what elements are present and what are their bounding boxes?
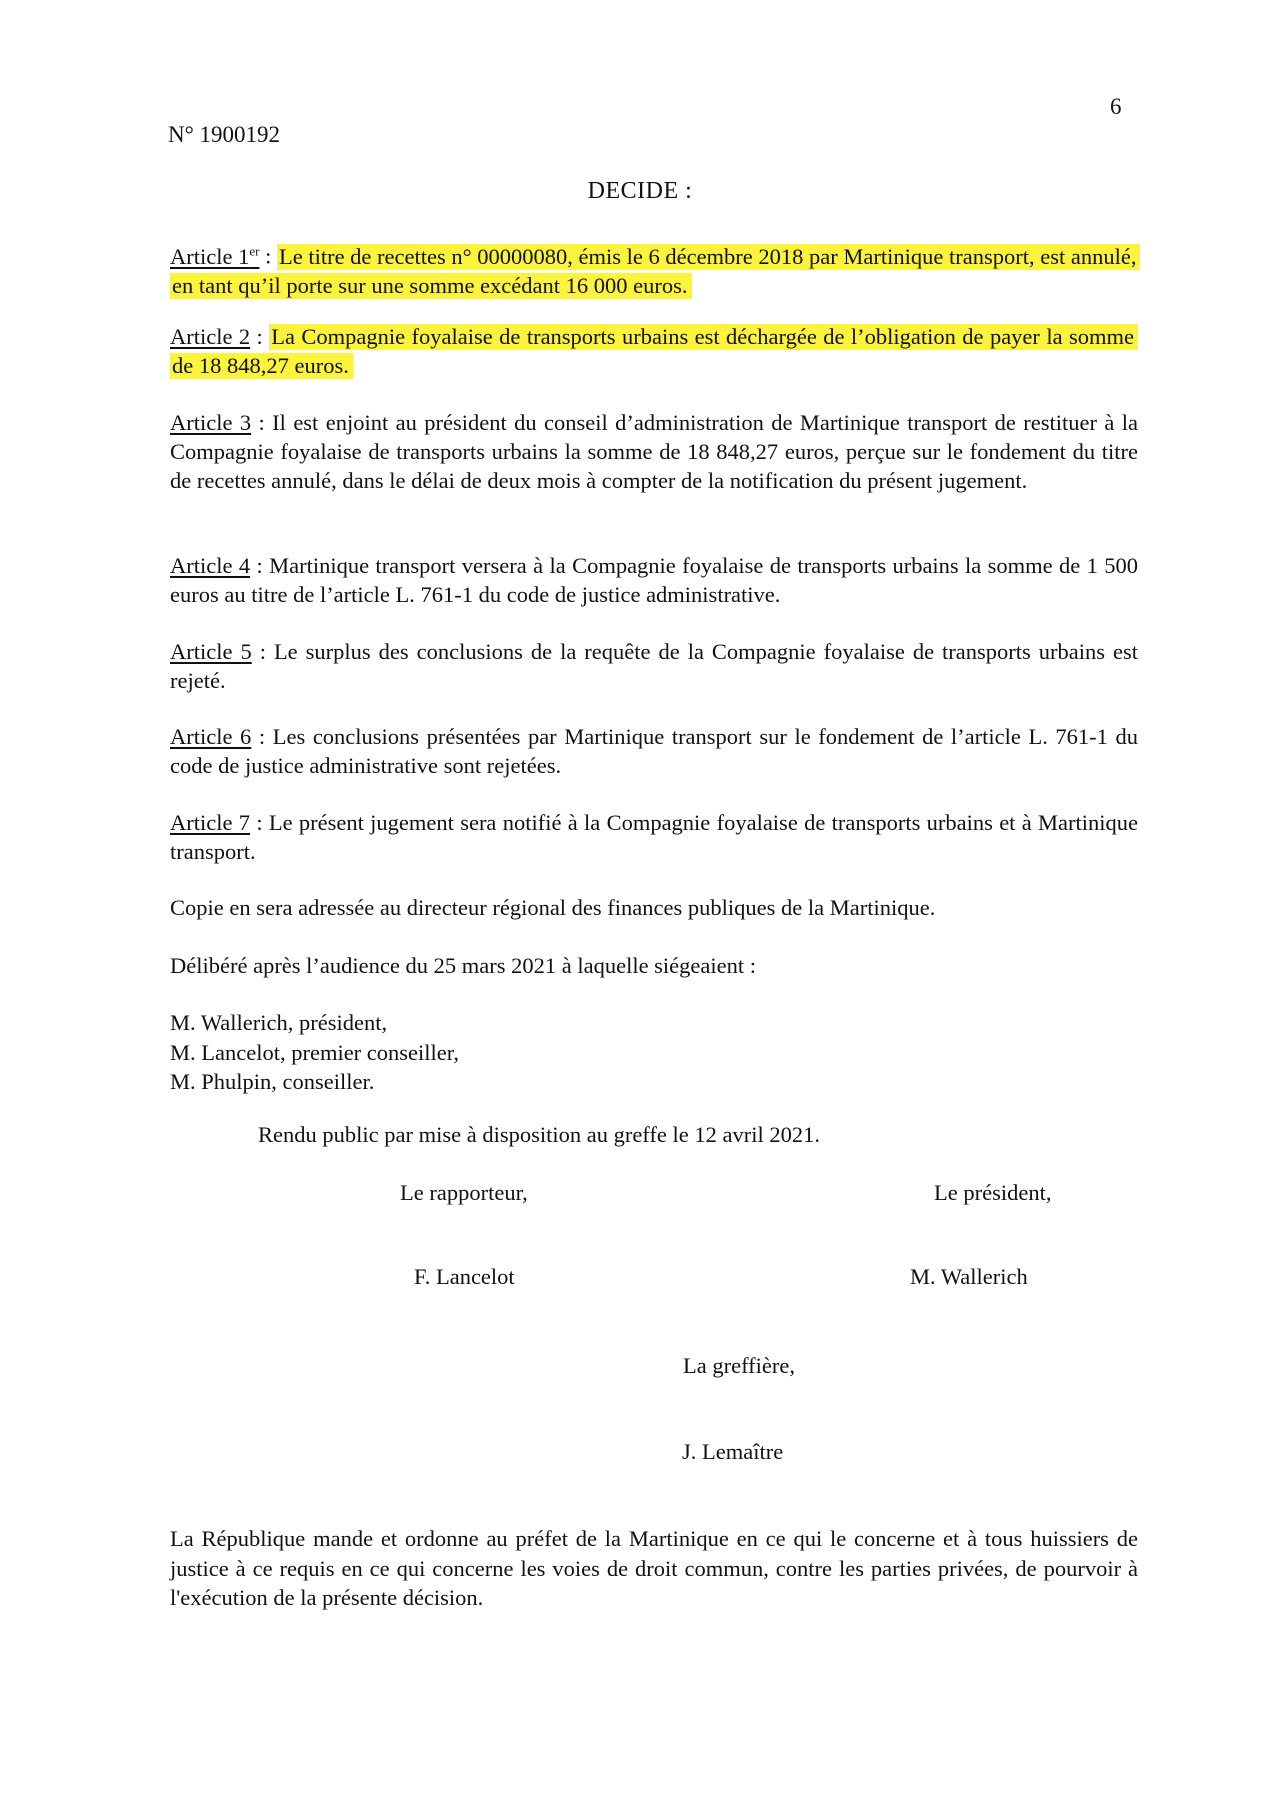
public-notice: Rendu public par mise à disposition au greffe le 12 avril 2021. <box>258 1122 820 1147</box>
article-5: Article 5 : Le surplus des conclusions de la requête de la Compagnie foyalaise de transports urbains est rejeté. <box>170 639 1138 693</box>
clerk-name: J. Lemaître <box>682 1439 784 1464</box>
article-label: Article 4 <box>170 553 251 578</box>
highlighted-text: La Compagnie foyalaise de transports urbains est déchargée de l’obligation de payer la somme de 18 848,27 euros. <box>170 324 1138 379</box>
article-text: Les conclusions présentées par Martinique transport sur le fondement de l’article L. 761-1 du code de justice administrative sont rejetées. <box>170 724 1138 778</box>
rapporteur-title: Le rapporteur, <box>400 1180 528 1205</box>
judge-line: M. Wallerich, président, <box>170 1010 388 1035</box>
judge-line: M. Lancelot, premier conseiller, <box>170 1039 459 1065</box>
article-label: Article 1er <box>170 243 260 269</box>
rapporteur-name: F. Lancelot <box>414 1264 515 1289</box>
executory-formula: La République mande et ordonne au préfet de la Martinique en ce qui le concerne et à tous huissiers de justice à ce requis en ce qui concerne les voies de droit commun, contre les parties privées, de pourvoir à l'exécution de la présente décision. <box>170 1526 1138 1610</box>
article-text: Il est enjoint au président du conseil d’administration de Martinique transport de restituer à la Compagnie foyalaise de transports urbains la somme de 18 848,27 euros, perçue sur le fondement du titre de recettes annulé, dans le délai de deux mois à compter de la notification du présent jugement. <box>170 410 1138 493</box>
article-text: Martinique transport versera à la Compagnie foyalaise de transports urbains la somme de 1 500 euros au titre de l’article L. 761-1 du code de justice administrative. <box>170 553 1138 607</box>
article-label: Article 7 <box>170 810 251 835</box>
president-name: M. Wallerich <box>910 1264 1028 1289</box>
page-number: 6 <box>1110 94 1122 119</box>
president-title: Le président, <box>934 1180 1052 1205</box>
clerk-title: La greffière, <box>683 1353 796 1378</box>
article-6: Article 6 : Les conclusions présentées par Martinique transport sur le fondement de l’article L. 761-1 du code de justice administrative sont rejetées. <box>170 724 1138 778</box>
article-label: Article 3 <box>170 410 252 435</box>
article-text: Le présent jugement sera notifié à la Compagnie foyalaise de transports urbains et à Martinique transport. <box>170 810 1138 864</box>
highlighted-text: Le titre de recettes n° 00000080, émis le 6 décembre 2018 par Martinique transport, est annulé, en tant qu’il porte sur une somme excédant 16 000 euros. <box>170 244 1140 299</box>
article-label: Article 5 <box>170 639 252 664</box>
decision-heading: DECIDE : <box>587 178 693 204</box>
judge-line: M. Phulpin, conseiller. <box>170 1069 375 1094</box>
article-7: Article 7 : Le présent jugement sera notifié à la Compagnie foyalaise de transports urbains et à Martinique transport. <box>170 810 1138 864</box>
article-1: Article 1er : Le titre de recettes n° 00000080, émis le 6 décembre 2018 par Martinique transport, est annulé, en tant qu’il porte sur une somme excédant 16 000 euros. <box>170 236 1138 300</box>
article-text: Le surplus des conclusions de la requête de la Compagnie foyalaise de transports urbains est rejeté. <box>170 639 1138 693</box>
article-4: Article 4 : Martinique transport versera à la Compagnie foyalaise de transports urbains la somme de 1 500 euros au titre de l’article L. 761-1 du code de justice administrative. <box>170 553 1138 607</box>
article-label: Article 6 <box>170 724 252 749</box>
article-label: Article 2 <box>170 324 251 349</box>
judges-list <box>170 1008 459 1097</box>
article-3: Article 3 : Il est enjoint au président du conseil d’administration de Martinique transport de restituer à la Compagnie foyalaise de transports urbains la somme de 18 848,27 euros, perçue sur le fondement du titre de recettes annulé, dans le délai de deux mois à compter de la notification du présent jugement. <box>170 410 1138 493</box>
deliberation-line: Délibéré après l’audience du 25 mars 2021 à laquelle siégeaient : <box>170 953 757 978</box>
article-2: Article 2 : La Compagnie foyalaise de transports urbains est déchargée de l’obligation de payer la somme de 18 848,27 euros. <box>170 322 1138 380</box>
case-number: N° 1900192 <box>168 122 281 147</box>
copy-notice: Copie en sera adressée au directeur régional des finances publiques de la Martinique. <box>170 895 936 920</box>
